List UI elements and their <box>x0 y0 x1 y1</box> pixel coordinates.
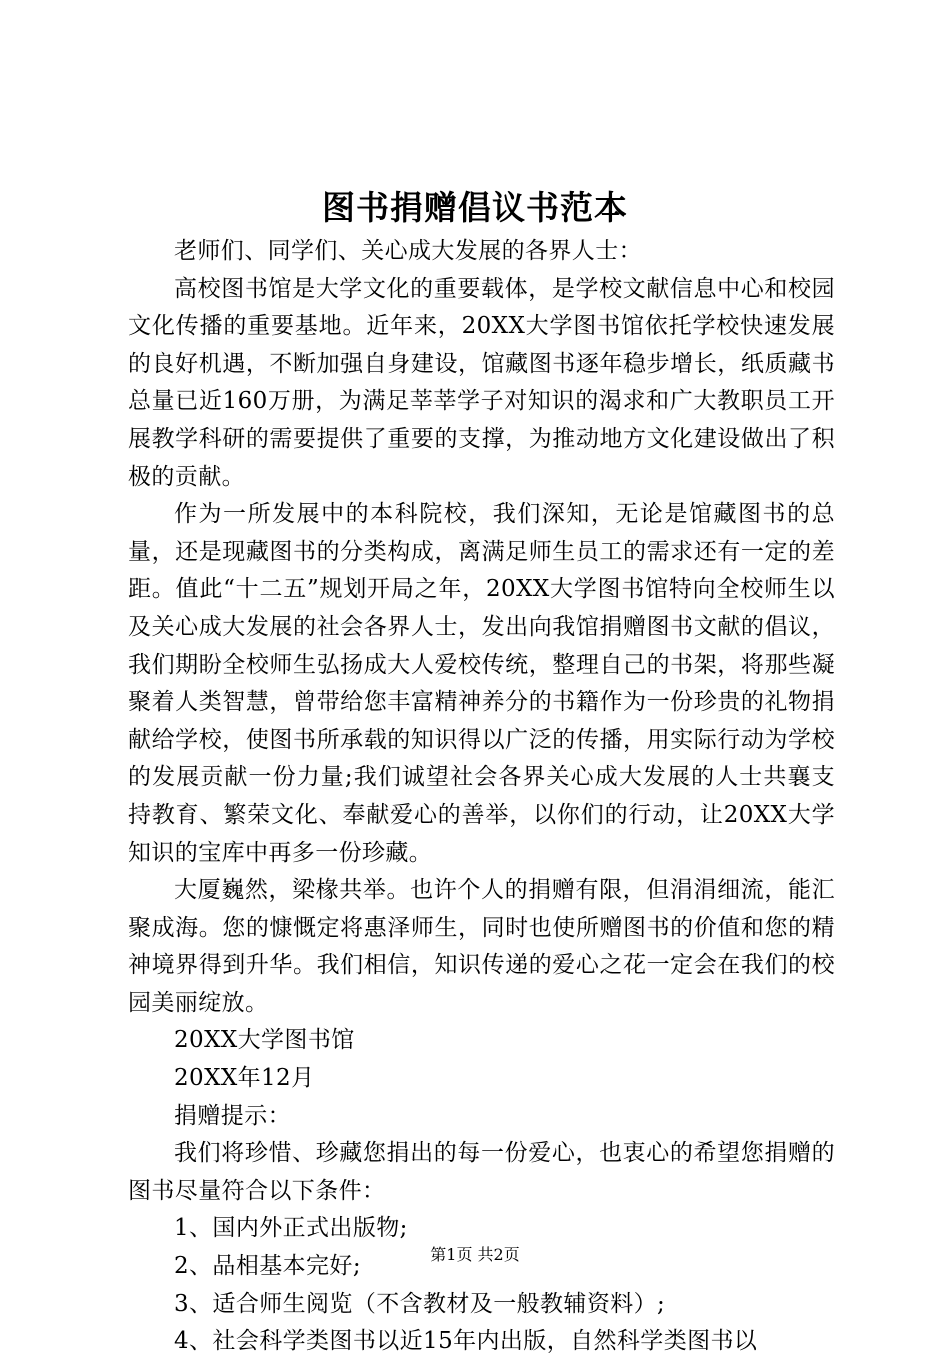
tips-heading: 捐赠提示： <box>174 1102 291 1129</box>
tips-intro: 我们将珍惜、珍藏您捐出的每一份爱心，也衷心的希望您捐赠的图书尽量符合以下条件： <box>128 1140 835 1204</box>
condition-item: 2、品相基本完好; <box>174 1253 361 1280</box>
condition-item: 3、适合师生阅览（不含教材及一般教辅资料）; <box>174 1290 666 1317</box>
condition-item: 1、国内外正式出版物; <box>174 1215 408 1242</box>
paragraph-2: 作为一所发展中的本科院校，我们深知，无论是馆藏图书的总量，还是现藏图书的分类构成，离满足师生员工的需求还有一定的差距。值此“十二五”规划开局之年，20XX大学图书馆特向全校师生以及关心成大发展的社会各界人士，发出向我馆捐赠图书文献的倡议，我们期盼全校师生弘扬成大人爱校传统，整理自己的书架，将那些凝聚着人类智慧，曾带给您丰富精神养分的书籍作为一份珍贵的礼物捐献给学校，使图书所承载的知识得以广泛的传播，用实际行动为学校的发展贡献一份力量;我们诚望社会各界关心成大发展的人士共襄支持教育、繁荣文化、奉献爱心的善举，以你们的行动，让20XX大学知识的宝库中再多一份珍藏。 <box>128 501 835 866</box>
salutation: 老师们、同学们、关心成大发展的各界人士： <box>174 238 642 264</box>
signature-org: 20XX大学图书馆 <box>174 1027 355 1054</box>
condition-item: 4、社会科学类图书以近15年内出版，自然科学类图书以 <box>174 1328 758 1355</box>
paragraph-3: 大厦巍然，梁椽共举。也许个人的捐赠有限，但涓涓细流，能汇聚成海。您的慷慨定将惠泽师生，同时也使所赠图书的价值和您的精神境界得到升华。我们相信，知识传递的爱心之花一定会在我们的校园美丽绽放。 <box>128 877 835 1016</box>
page-footer: 第1页 共2页 <box>430 1245 520 1264</box>
document-body <box>128 233 835 1361</box>
signature-date: 20XX年12月 <box>174 1065 315 1092</box>
document-title: 图书捐赠倡议书范本 <box>322 188 628 227</box>
paragraph-1: 高校图书馆是大学文化的重要载体，是学校文献信息中心和校园文化传播的重要基地。近年来，20XX大学图书馆依托学校快速发展的良好机遇，不断加强自身建设，馆藏图书逐年稳步增长，纸质藏书总量已近160万册，为满足莘莘学子对知识的渴求和广大教职员工开展教学科研的需要提供了重要的支撑，为推动地方文化建设做出了积极的贡献。 <box>128 275 835 490</box>
